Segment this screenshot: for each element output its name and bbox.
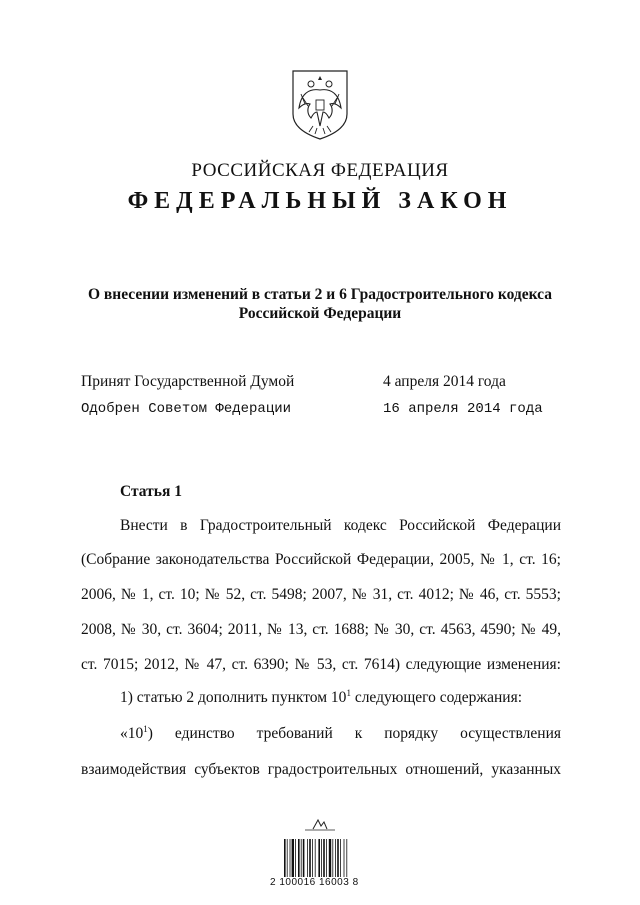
country-name: РОССИЙСКАЯ ФЕДЕРАЦИЯ: [191, 160, 449, 181]
approved-by-council-label: Одобрен Советом Федерации: [81, 401, 292, 417]
amendment-item-1: [120, 689, 561, 707]
adopted-by-duma-date: 4 апреля 2014 года: [383, 373, 506, 390]
printing-stamp-icon: [285, 818, 355, 832]
article-text-line: 2006, № 1, ст. 10; № 52, ст. 5498; 2007, № 31, ст. 4012; № 46, ст. 5553;: [81, 586, 561, 603]
superscript: 1: [143, 724, 148, 734]
article-heading: Статья 1: [120, 483, 182, 500]
law-type-heading: ФЕДЕРАЛЬНЫЙ ЗАКОН: [127, 188, 513, 214]
article-text-line: ст. 7015; 2012, № 47, ст. 6390; № 53, ст. 7614) следующие изменения:: [81, 656, 561, 673]
approved-by-council-date: 16 апреля 2014 года: [383, 401, 543, 417]
barcode-icon: [284, 839, 358, 877]
adopted-by-duma-label: Принят Государственной Думой: [81, 373, 295, 390]
article-text-line: Внести в Градостроительный кодекс Российской Федерации: [120, 517, 561, 534]
amendment-item-1-text-end: следующего содержания:: [350, 689, 523, 706]
superscript: 1: [346, 688, 351, 698]
quoted-text-rest: ) единство требований к порядку осуществления: [147, 725, 561, 742]
quoted-text-start: «10: [120, 725, 144, 742]
quoted-text-line-1: [120, 725, 561, 743]
article-text-line: (Собрание законодательства Российской Федерации, 2005, № 1, ст. 16;: [81, 551, 561, 568]
article-text-line: 2008, № 30, ст. 3604; 2011, № 13, ст. 1688; № 30, ст. 4563, 4590; № 49,: [81, 621, 561, 638]
law-title-line-2: Российской Федерации: [238, 305, 402, 322]
amendment-item-1-text: 1) статью 2 дополнить пунктом 10: [120, 689, 347, 706]
russian-coat-of-arms-icon: [287, 68, 353, 142]
quoted-text-line-2: взаимодействия субъектов градостроительных отношений, указанных: [81, 761, 561, 778]
barcode-number: 2 100016 16003 8: [270, 877, 359, 888]
law-title-line-1: О внесении изменений в статьи 2 и 6 Градостроительного кодекса: [87, 286, 552, 303]
